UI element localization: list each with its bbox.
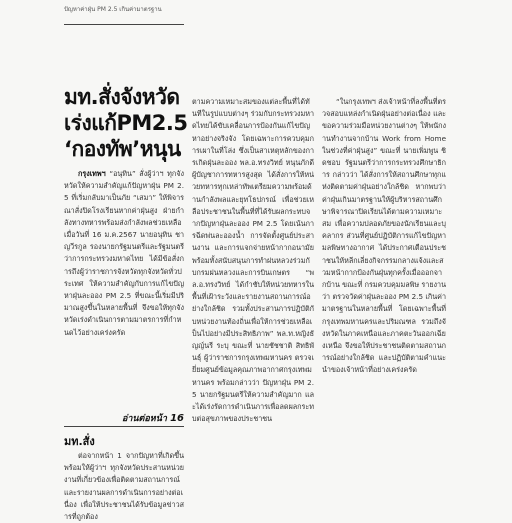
continued-page-number: 16 xyxy=(170,413,184,424)
column-1-text: “อนุทิน” สั่งผู้ว่าฯ ทุกจังหวัดให้ความสำคัญแก้ปัญหาฝุ่น PM 2.5 ที่เริ่มกลับมาเป็นภัย “เสมา” ให้พิจารณาสั่งปิดโรงเรียนหากค่าฝุ่นสูง ฝ่ายกำลังทางทหารพร้อมส่งกำลังพลช่วยเหลือ เมื่อวันที่ 16 ม.ค.2567 นายอนุทิน ชาญวีรกูล รองนายกรัฐมนตรีและรัฐมนตรีว่าการกระทรวงมหาดไทย ได้มีข้อสั่งการถึงผู้ว่าราชการจังหวัดทุกจังหวัดทั่วประเทศ ให้ความสำคัญกับการแก้ไขปัญหาฝุ่นละออง PM 2.5 ที่ขณะนี้เริ่มมีปริมาณสูงขึ้นในหลายพื้นที่ จึงขอให้ทุกจังหวัดเร่งดำเนินการตามมาตรการที่กำหนดไว้อย่างเคร่งครัด xyxy=(64,169,184,337)
column-3-text: “ในกรุงเทพฯ ส่งเจ้าหน้าที่ลงพื้นที่ตรวจสอบแหล่งกำเนิดฝุ่นอย่างต่อเนื่อง และขอความร่วมมือหน่วยงานต่างๆ ให้พนักงานทำงานจากบ้าน Work from Home ในช่วงที่ค่าฝุ่นสูง” ขณะที่ นายเพิ่มพูน ชิดชอบ รัฐมนตรีว่าการกระทรวงศึกษาธิการ กล่าวว่า ได้สั่งการให้สถานศึกษาทุกแห่งติดตามค่าฝุ่นอย่างใกล้ชิด หากพบว่าค่าฝุ่นเกินมาตรฐานให้ผู้บริหารสถานศึกษาพิจารณาปิดเรียนได้ตามความเหมาะสม เพื่อความปลอดภัยของนักเรียนและบุคลากร ส่วนที่ศูนย์ปฏิบัติการแก้ไขปัญหามลพิษทางอากาศ ได้ประกาศเตือนประชาชนให้หลีกเลี่ยงกิจกรรมกลางแจ้งและสวมหน้ากากป้องกันฝุ่นทุกครั้งเมื่อออกจากบ้าน ขณะที่ กรมควบคุมมลพิษ รายงานว่า ตรวจวัดค่าฝุ่นละออง PM 2.5 เกินค่ามาตรฐานในหลายพื้นที่ โดยเฉพาะพื้นที่กรุงเทพมหานครและปริมณฑล รวมถึงจังหวัดในภาคเหนือและภาคตะวันออกเฉียงเหนือ จึงขอให้ประชาชนติดตามสถานการณ์อย่างใกล้ชิด และปฏิบัติตามคำแนะนำของเจ้าหน้าที่อย่างเคร่งครัด xyxy=(322,97,446,375)
top-divider xyxy=(64,24,184,25)
headline xyxy=(64,84,186,162)
headline-line-3: ‘กองทัพ’หนุน xyxy=(64,137,181,161)
section-divider xyxy=(64,426,184,427)
column-2-text: ตามความเหมาะสมของแต่ละพื้นที่ได้ทันทีในรูปแบบต่างๆ ร่วมกับกระทรวงมหาดไทยได้ขับเคลื่อนการป้องกันแก้ไขปัญหาอย่างจริงจัง โดยเฉพาะการควบคุมการเผาในที่โล่ง ซึ่งเป็นสาเหตุหลักของการเกิดฝุ่นละออง พล.อ.ทรงวิทย์ หนุนภักดี ผู้บัญชาการทหารสูงสุด ได้สั่งการให้หน่วยทหารทุกเหล่าทัพเตรียมความพร้อมด้านกำลังพลและยุทโธปกรณ์ เพื่อช่วยเหลือประชาชนในพื้นที่ที่ได้รับผลกระทบจากปัญหาฝุ่นละออง PM 2.5 โดยเน้นการฉีดพ่นละอองน้ำ การจัดตั้งศูนย์ประสานงาน และการแจกจ่ายหน้ากากอนามัย พร้อมทั้งสนับสนุนการทำฝนหลวงร่วมกับกรมฝนหลวงและการบินเกษตร “พล.อ.ทรงวิทย์ ได้กำชับให้หน่วยทหารในพื้นที่เฝ้าระวังและรายงานสถานการณ์อย่างใกล้ชิด รวมทั้งประสานการปฏิบัติกับหน่วยงานท้องถิ่นเพื่อให้การช่วยเหลือเป็นไปอย่างมีประสิทธิภาพ” พล.ท.หญิงธัญญ์นรี ระบุ ขณะที่ นายชัชชาติ สิทธิพันธุ์ ผู้ว่าราชการกรุงเทพมหานคร ตรวจเยี่ยมศูนย์ข้อมูลคุณภาพอากาศกรุงเทพมหานคร พร้อมกล่าวว่า ปัญหาฝุ่น PM 2.5 นายกรัฐมนตรีให้ความสำคัญมาก และได้เร่งรัดการดำเนินการเพื่อลดผลกระทบต่อสุขภาพของประชาชน xyxy=(192,97,314,424)
article-column-1b xyxy=(64,450,184,522)
article-column-1 xyxy=(64,168,184,452)
section-heading: มท.สั่ง xyxy=(64,435,95,448)
top-strip-text: ปัญหาค่าฝุ่น PM 2.5 เกินค่ามาตรฐาน xyxy=(64,6,162,13)
article-column-3 xyxy=(322,96,446,506)
headline-line-2: เร่งแก้PM2.5 xyxy=(64,111,188,135)
headline-line-1: มท.สั่งจังหวัด xyxy=(64,85,180,109)
column-1b-text: ต่อจากหน้า 1 จากปัญหาที่เกิดขึ้นพร้อมให้ผู้ว่าฯ ทุกจังหวัดประสานหน่วยงานที่เกี่ยวข้องเพื่อติดตามสถานการณ์ และรายงานผลการดำเนินการอย่างต่อเนื่อง เพื่อให้ประชาชนได้รับข้อมูลข่าวสารที่ถูกต้อง xyxy=(64,451,184,522)
dateline: กรุงเทพฯ xyxy=(78,169,106,178)
continued-label: อ่านต่อหน้า xyxy=(121,414,167,424)
article-column-2 xyxy=(192,96,314,506)
continued-notice xyxy=(64,411,184,425)
